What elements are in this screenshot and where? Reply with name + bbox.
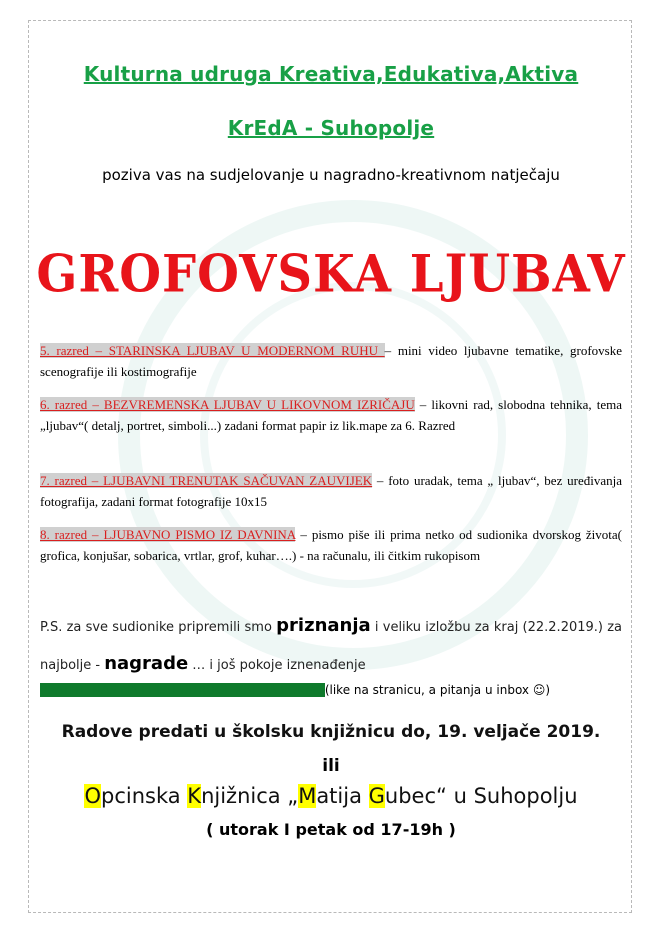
category-description: – pismo piše ili prima netko od sudionika dvorskog života( grofica, konjušar, sobarica, vrtlar, grof, kuhar….) - na računalu, ili čitkim rukopisom bbox=[40, 527, 622, 563]
priznanja-text: priznanja bbox=[276, 615, 371, 636]
ps-note: P.S. za sve sudionike pripremili smo priznanja i veliku izložbu za kraj (22.2.2019.) za najbolje - nagrade … i još pokoje iznenađenje bbox=[40, 615, 623, 674]
opening-hours: ( utorak I petak od 17-19h ) bbox=[206, 820, 456, 839]
category-grade-6 bbox=[40, 394, 622, 436]
page-border bbox=[28, 20, 632, 913]
category-label: 8. razred – LJUBAVNO PISMO IZ DAVNINA bbox=[40, 527, 296, 542]
category-label: 5. razred – STARINSKA LJUBAV U MODERNOM RUHU bbox=[40, 343, 385, 358]
category-grade-5 bbox=[40, 340, 622, 382]
category-description: – foto uradak, tema „ ljubav“, bez uređivanja fotografija, zadani format fotografije 10x15 bbox=[40, 473, 622, 509]
deliver-instructions: Radove predati u školsku knjižnicu do, 19. veljače 2019. bbox=[61, 722, 601, 742]
invite-text: poziva vas na sudjelovanje u nagradno-kreativnom natječaju bbox=[102, 166, 560, 184]
category-description: – mini video ljubavne tematike, grofovske scenografije ili kostimografije bbox=[40, 343, 622, 379]
contest-title: GROFOVSKA LJUBAV bbox=[36, 243, 626, 305]
category-label: 6. razred – BEZVREMENSKA LJUBAV U LIKOVNOM IZRIČAJU bbox=[40, 397, 415, 412]
follow-highlight: PRATITE NAS NA FEJSU UDRUGE KREDA I OKMG bbox=[40, 683, 325, 697]
or-text: ili bbox=[322, 756, 340, 776]
category-description: – likovni rad, slobodna tehnika, tema „ljubav“( detalj, portret, simboli...) zadani format papir iz lik.mape za 6. Razred bbox=[40, 397, 622, 433]
category-grade-8 bbox=[40, 524, 622, 566]
follow-line bbox=[40, 683, 550, 697]
header-organization: Kulturna udruga Kreativa,Edukativa,Aktiva bbox=[83, 62, 579, 86]
follow-note: (like na stranicu, a pitanja u inbox ☺) bbox=[324, 683, 551, 697]
nagrade-text: nagrade bbox=[104, 653, 189, 674]
library-name: Opcinska Knjižnica „Matija Gubec“ u Suhopolju bbox=[84, 784, 578, 808]
category-grade-7 bbox=[40, 470, 622, 512]
category-label: 7. razred – LJUBAVNI TRENUTAK SAČUVAN ZAUVIJEK bbox=[40, 473, 373, 488]
header-location: KrEdA - Suhopolje bbox=[227, 116, 435, 140]
